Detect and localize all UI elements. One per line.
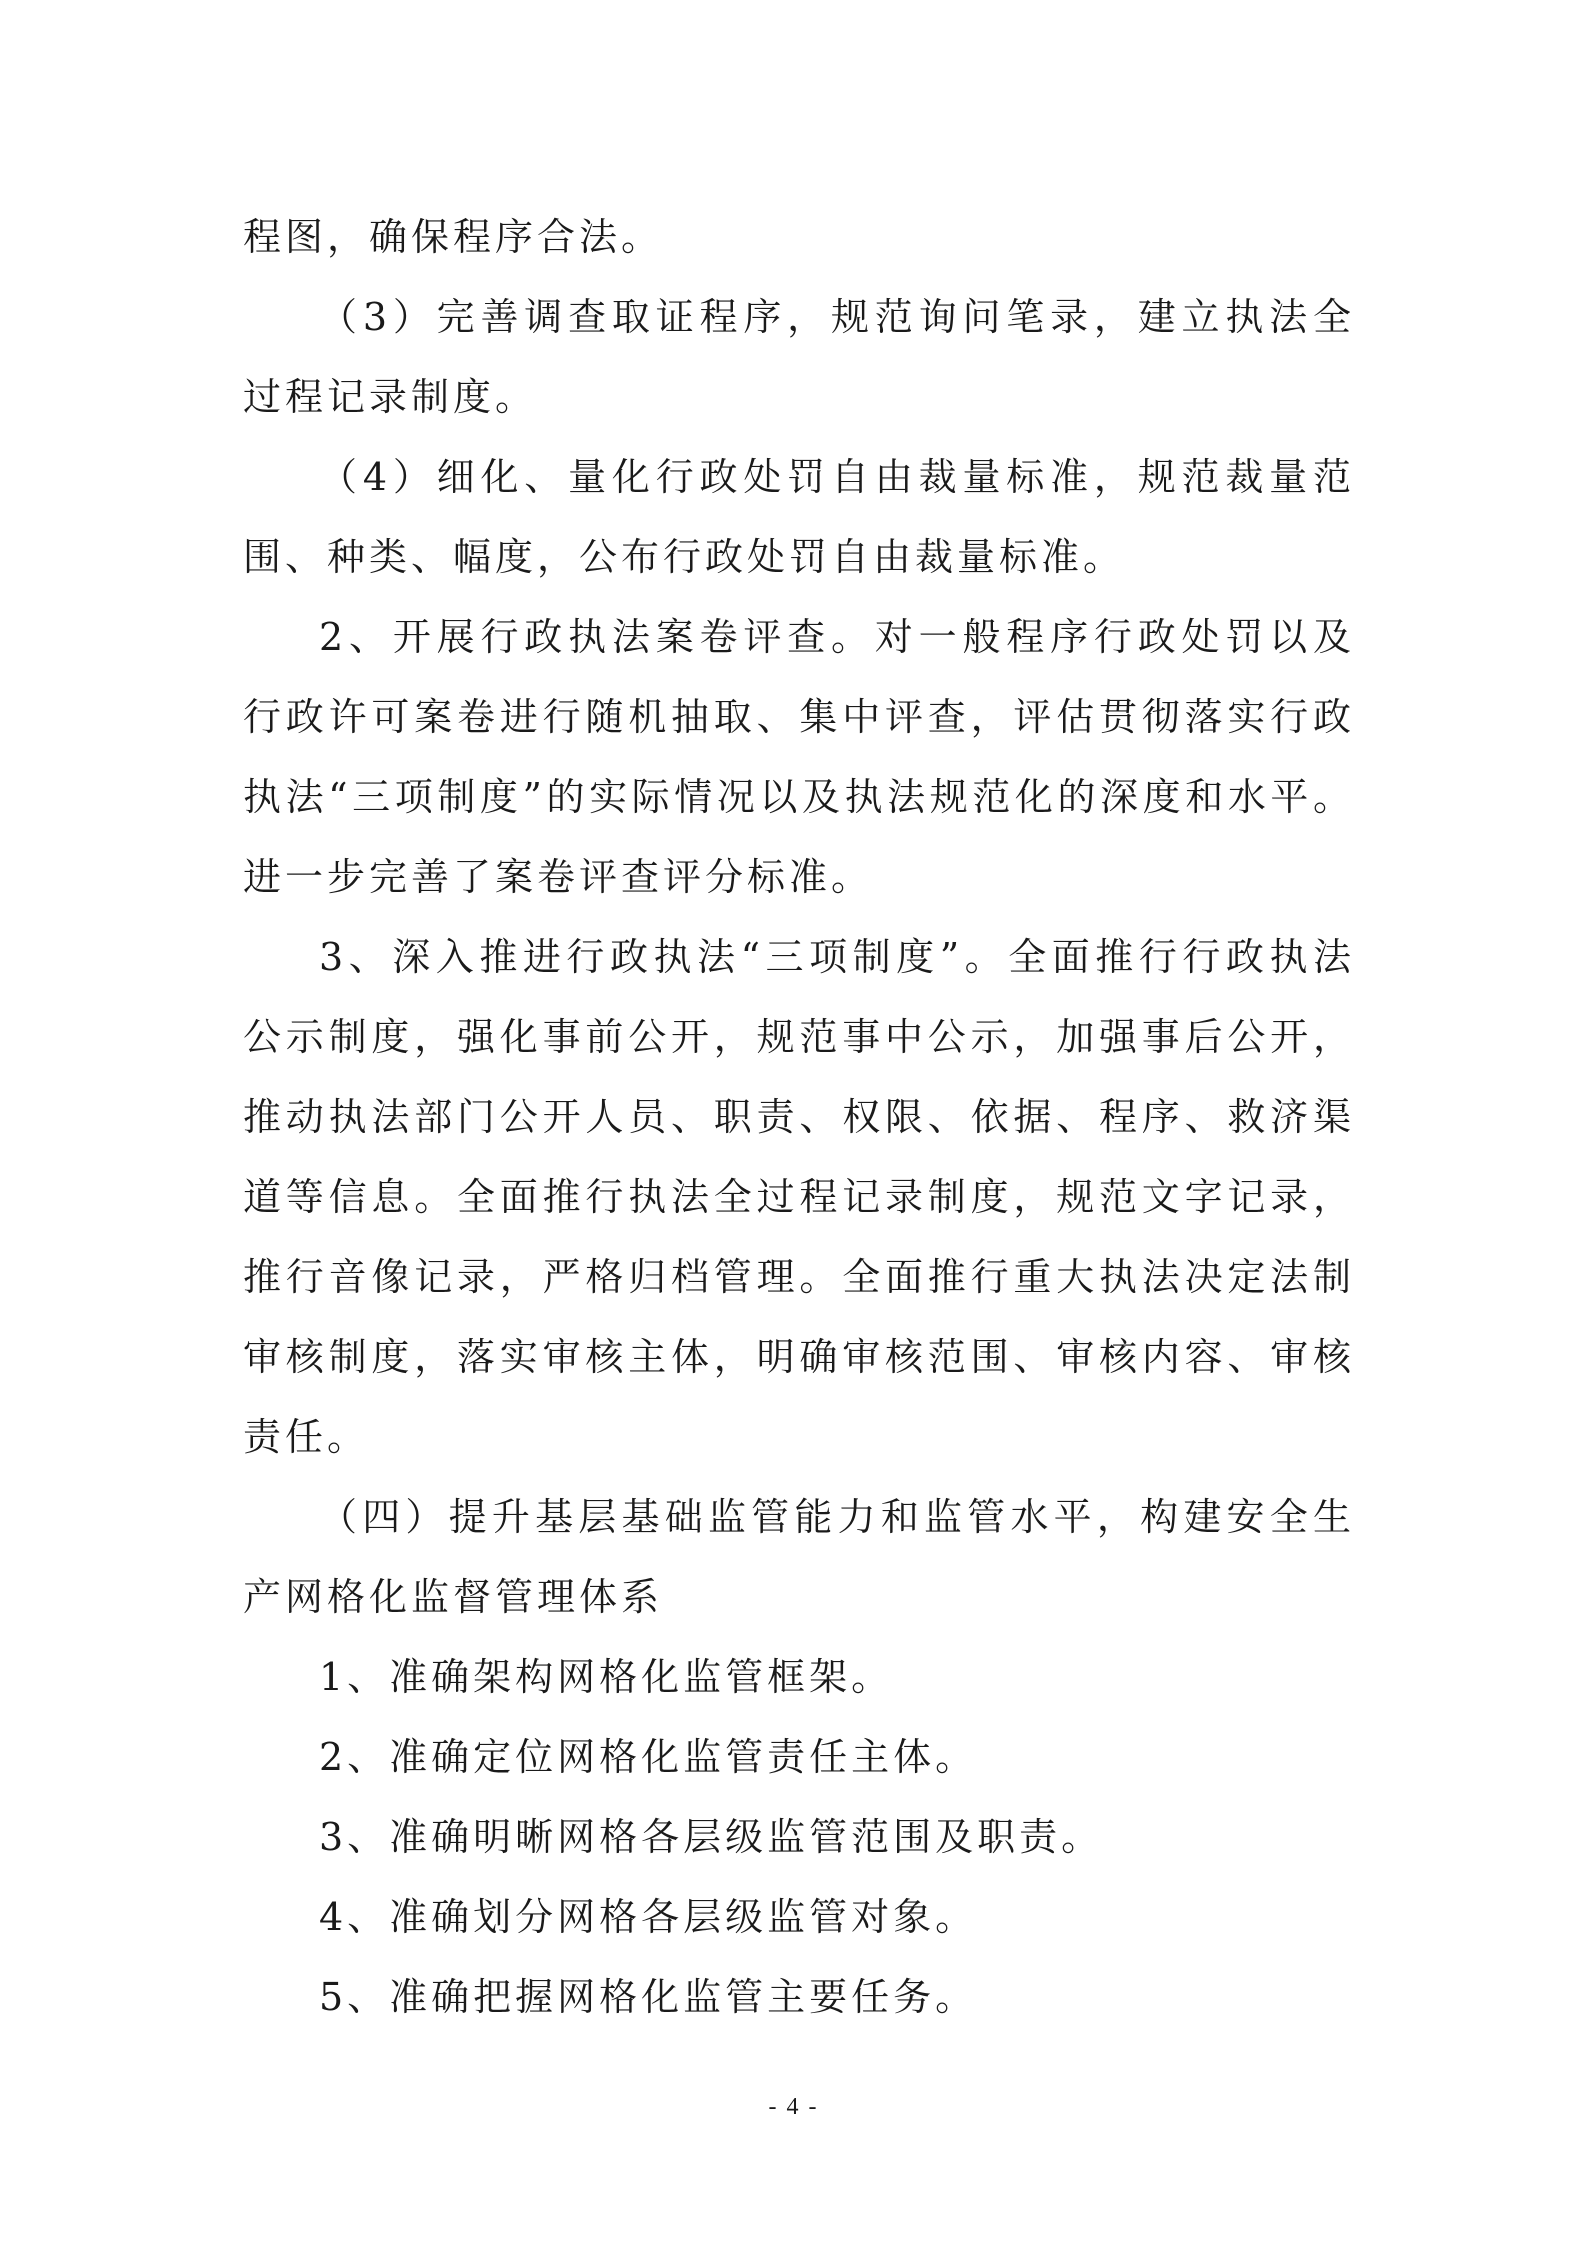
list-item-3: 3、准确明晰网格各层级监管范围及职责。 [319, 1815, 1104, 1859]
paragraph-three-systems: 3、深入推进行政执法“三项制度”。全面推行行政执法公示制度，强化事前公开，规范事中公示，加强事后公开，推动执法部门公开人员、职责、权限、依据、程序、救济渠道等信息。全面推行执法全过程记录制度，规范文字记录，推行音像记录，严格归档管理。全面推行重大执法决定法制审核制度，落实审核主体，明确审核范围、审核内容、审核责任。 [243, 935, 1355, 1459]
paragraph-item-4: （4）细化、量化行政处罚自由裁量标准，规范裁量范围、种类、幅度，公布行政处罚自由裁量标准。 [243, 455, 1355, 579]
list-item-4: 4、准确划分网格各层级监管对象。 [319, 1895, 978, 1939]
section-heading-four: （四）提升基层基础监管能力和监管水平，构建安全生产网格化监督管理体系 [243, 1495, 1355, 1619]
document-body [243, 197, 1355, 2037]
paragraph-case-review: 2、开展行政执法案卷评查。对一般程序行政处罚以及行政许可案卷进行随机抽取、集中评查，评估贯彻落实行政执法“三项制度”的实际情况以及执法规范化的深度和水平。进一步完善了案卷评查评分标准。 [243, 615, 1355, 899]
list-item-1: 1、准确架构网格化监管框架。 [319, 1655, 894, 1699]
paragraph-item-3: （3）完善调查取证程序，规范询问笔录，建立执法全过程记录制度。 [243, 295, 1355, 419]
paragraph-continuation: 程图，确保程序合法。 [243, 215, 664, 259]
page-number: - 4 - [768, 2094, 819, 2120]
list-item-5: 5、准确把握网格化监管主要任务。 [319, 1975, 978, 2019]
list-item-2: 2、准确定位网格化监管责任主体。 [319, 1735, 978, 1779]
